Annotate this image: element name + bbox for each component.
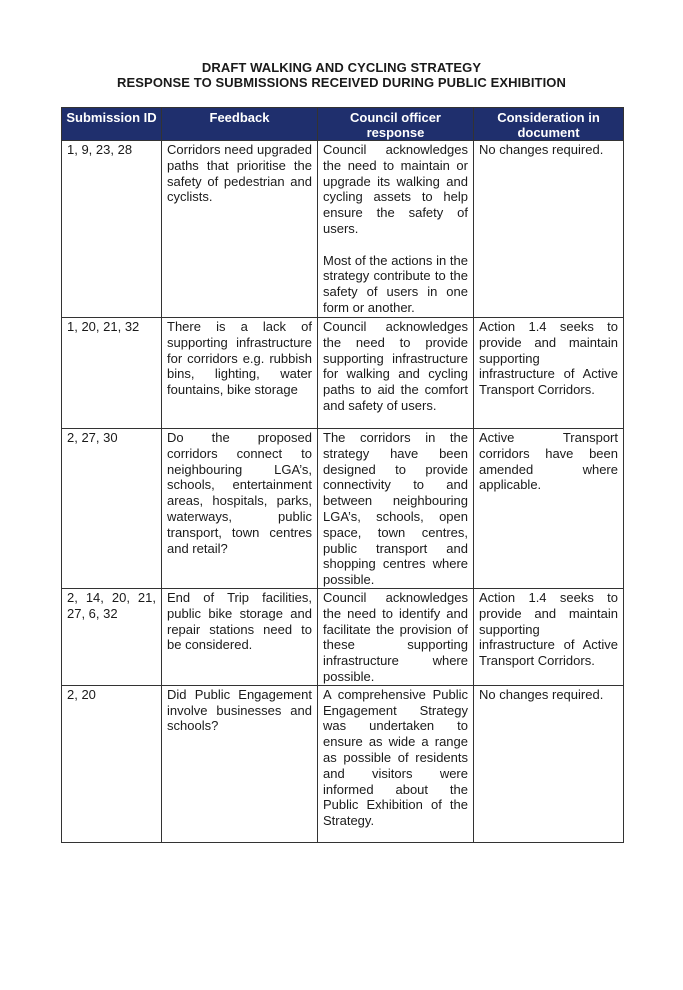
header-submission-id: Submission ID [62,108,162,141]
table-row [62,318,624,429]
header-council-response: Council officer response [318,108,474,141]
response-paragraph: Most of the actions in the strategy contribute to the safety of users in one form or another. [323,252,468,315]
consideration-cell: Action 1.4 seeks to provide and maintain supporting infrastructure of Active Transport Corridors. [474,318,624,429]
feedback-cell: End of Trip facilities, public bike storage and repair stations need to be considered. [162,588,318,685]
response-cell [318,588,474,685]
consideration-cell: No changes required. [474,141,624,318]
feedback-cell: Do the proposed corridors connect to neighbouring LGA’s, schools, entertainment areas, hospitals, parks, waterways, public transport, town centres and retail? [162,429,318,589]
response-paragraph: Council acknowledges the need to identify and facilitate the provision of these supporting infrastructure where possible. [323,589,468,684]
response-cell [318,429,474,589]
response-cell [318,685,474,842]
header-feedback: Feedback [162,108,318,141]
document-header [0,60,683,90]
table-row [62,685,624,842]
feedback-cell: There is a lack of supporting infrastructure for corridors e.g. rubbish bins, lighting, water fountains, bike storage [162,318,318,429]
response-cell [318,141,474,318]
table-row [62,588,624,685]
table-header-row [62,108,624,141]
feedback-cell: Corridors need upgraded paths that prioritise the safety of pedestrian and cyclists. [162,141,318,318]
response-paragraph: The corridors in the strategy have been designed to provide connectivity to and between neighbouring LGA’s, schools, open space, town centres, public transport and shopping centres where possible. [323,430,468,588]
submission-id-cell: 2, 20 [62,685,162,842]
document-subtitle: RESPONSE TO SUBMISSIONS RECEIVED DURING PUBLIC EXHIBITION [117,75,566,90]
response-paragraph: Council acknowledges the need to provide supporting infrastructure for walking and cycling paths to aid the comfort and safety of users. [323,319,468,413]
document-title: DRAFT WALKING AND CYCLING STRATEGY [201,60,482,75]
table-row [62,141,624,318]
feedback-cell: Did Public Engagement involve businesses and schools? [162,685,318,842]
submissions-table [61,107,624,843]
consideration-cell: Active Transport corridors have been amended where applicable. [474,429,624,589]
response-cell [318,318,474,429]
response-paragraph: A comprehensive Public Engagement Strategy was undertaken to ensure as wide a range as possible of residents and visitors were informed about the Public Exhibition of the Strategy. [323,686,468,829]
submission-id-cell: 1, 9, 23, 28 [62,141,162,318]
submission-id-cell: 2, 27, 30 [62,429,162,589]
table-row [62,429,624,589]
response-paragraph: Council acknowledges the need to maintain or upgrade its walking and cycling assets to help ensure the safety of users. [323,142,468,236]
submission-id-cell: 1, 20, 21, 32 [62,318,162,429]
header-consideration: Consideration in document [474,108,624,141]
submission-id-cell: 2, 14, 20, 21, 27, 6, 32 [62,588,162,685]
consideration-cell: Action 1.4 seeks to provide and maintain supporting infrastructure of Active Transport Corridors. [474,588,624,685]
consideration-cell: No changes required. [474,685,624,842]
